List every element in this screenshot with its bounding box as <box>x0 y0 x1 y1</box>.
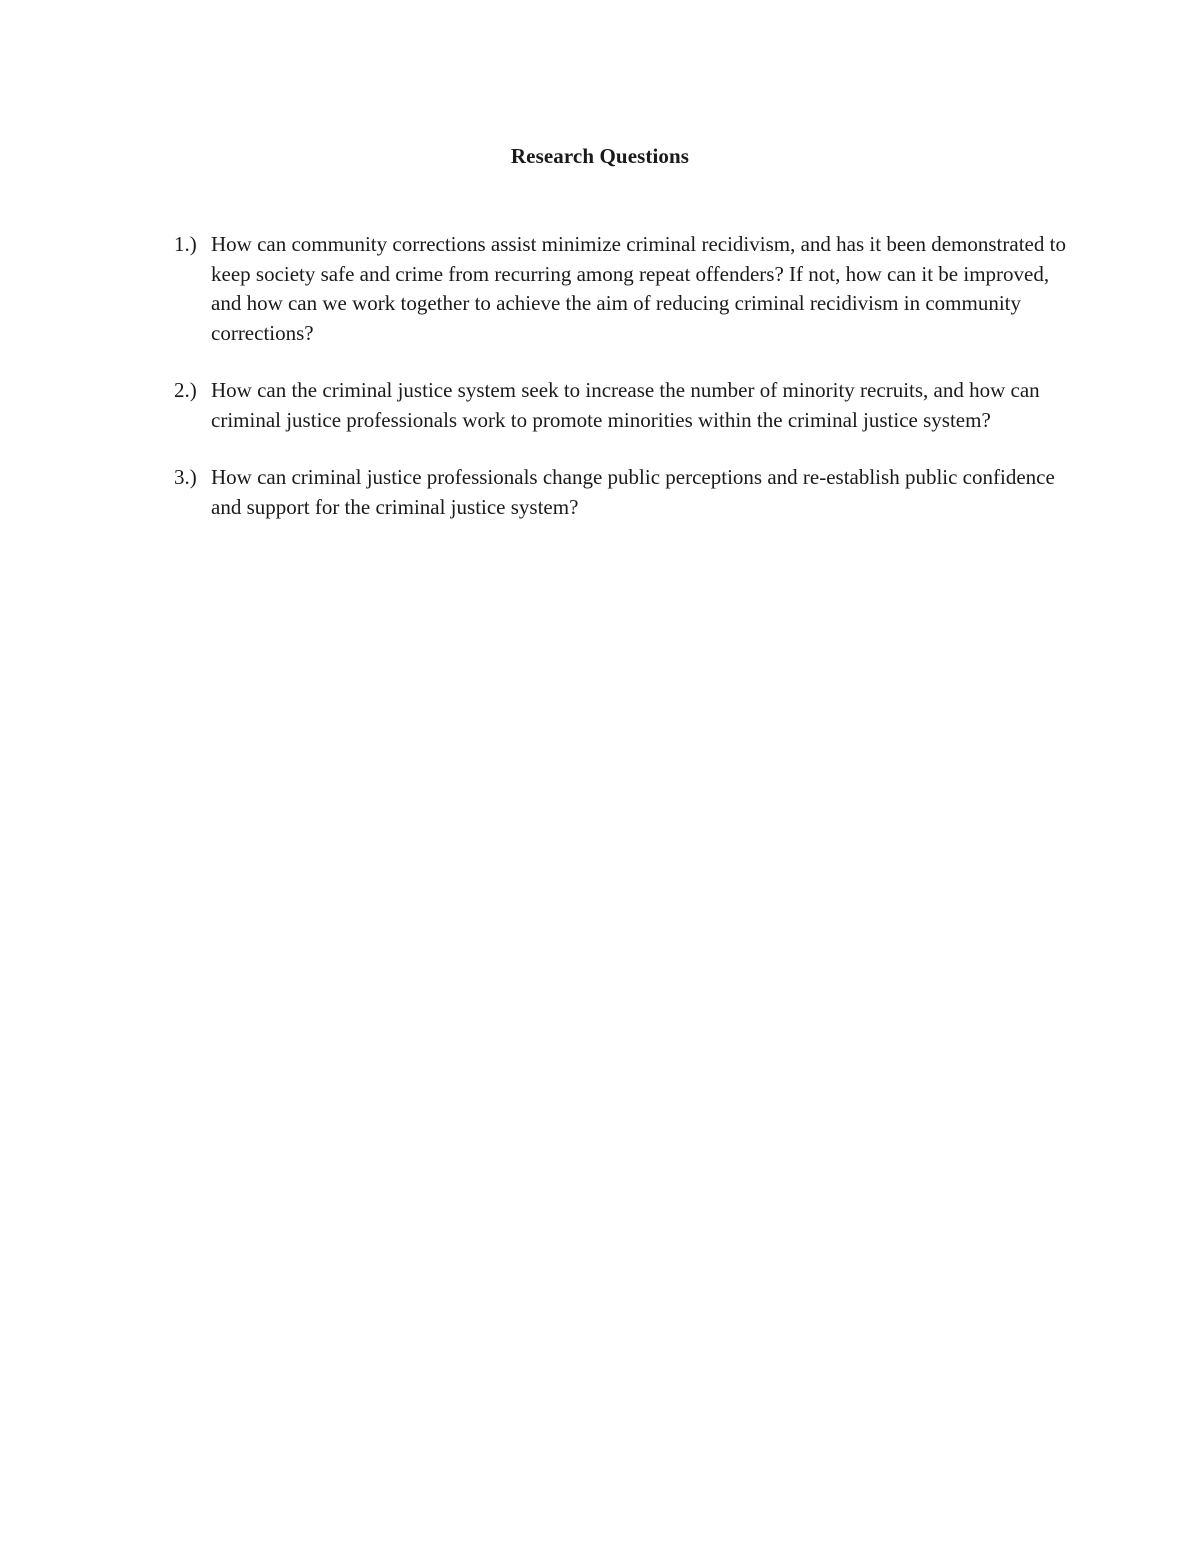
question-number: 3.) <box>174 465 197 489</box>
page-title: Research Questions <box>510 144 690 168</box>
question-text: How can criminal justice professionals change public perceptions and re-establish public confidence and support for the criminal justice system? <box>211 465 1055 519</box>
list-item <box>174 230 1074 348</box>
question-number: 1.) <box>174 232 197 256</box>
question-text: How can community corrections assist minimize criminal recidivism, and has it been demonstrated to keep society safe and crime from recurring among repeat offenders? If not, how can it be improved, and how can we work together to achieve the aim of reducing criminal recidivism in community corrections? <box>211 232 1066 345</box>
research-questions-list <box>174 230 1074 550</box>
question-text: How can the criminal justice system seek to increase the number of minority recruits, and how can criminal justice professionals work to promote minorities within the criminal justice system? <box>211 378 1040 432</box>
list-item <box>174 376 1074 435</box>
question-number: 2.) <box>174 378 197 402</box>
list-item <box>174 463 1074 522</box>
